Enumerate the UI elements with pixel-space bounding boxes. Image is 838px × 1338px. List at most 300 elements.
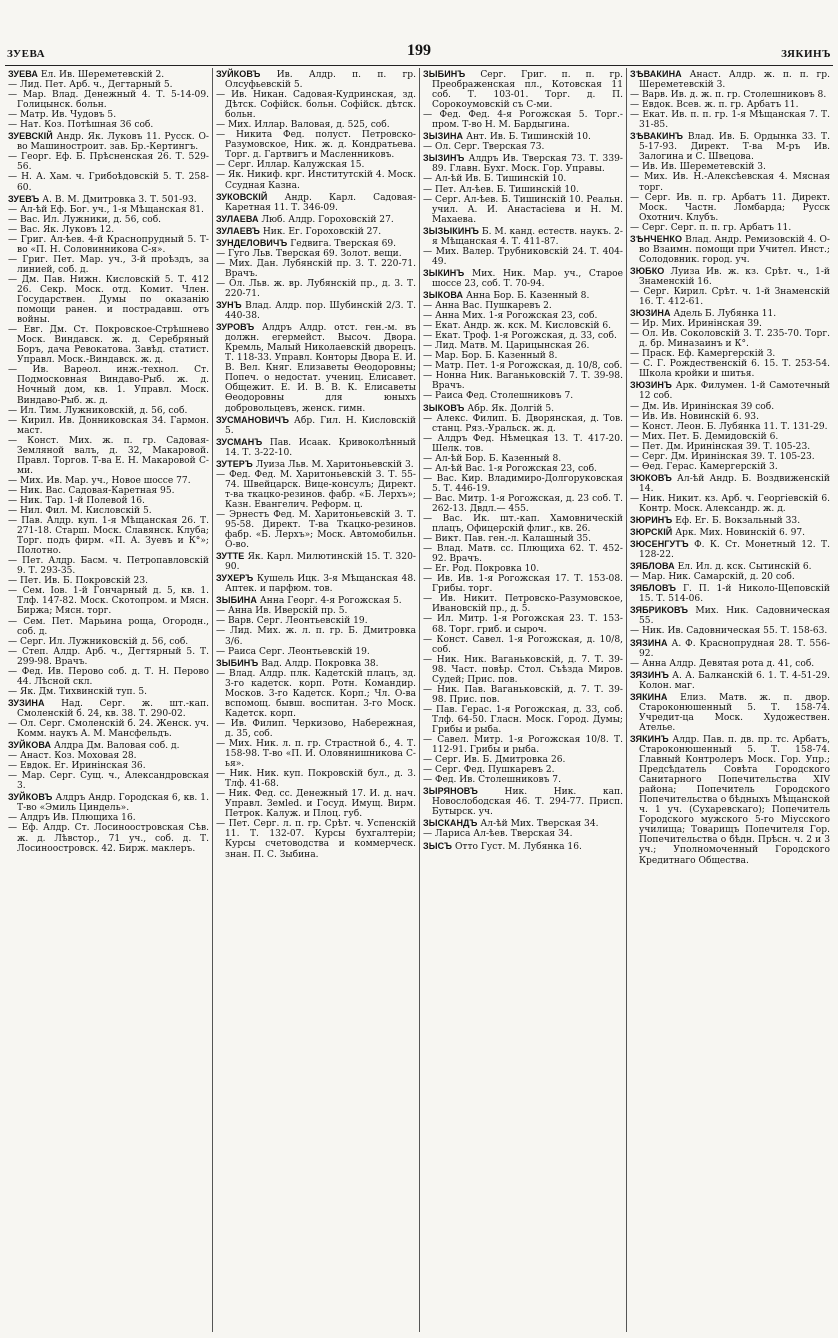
entry-text: Кушель Ицк. 3-я Мѣщанская 48. Аптек. и парфюм. тов.: [225, 574, 416, 595]
directory-subentry: [8, 110, 209, 120]
entry-text: Алдр. Пав. п. дв. пр. тс. Арбатъ, Староконюшенный 5. Т. 158-74. Главный Контролеръ Моск. Гор. Упр.; Предсѣдатель Совѣта Городского Санитарного Попечительства XIV района; Попечитель Городского Попечительства о бѣдныхъ Мѣщанской ч. 1 уч. (Сухаревскаго); Попечитель Городского мужского 5-го Міусского училища; Товарищъ Попечителя Гор. Попечительства о бѣдн. Прѣсн. ч. 2 и 3 уч.; Уполномоченный Городского Кредитнаго Общества.: [639, 734, 830, 866]
entry-text: — Никита Фед. полуст. Петровско-Разумовское, Ник. ж. д. Кондратьева. Торг. д. Гартвигъ и Масленниковъ.: [216, 130, 416, 161]
entry-text: — Фед. Фед. М. Харитоньевскій 3. Т. 55-74. Швейцарск. Вице-консулъ; Директ. т-ва ткацко-резинов. фабр. «Б. Лерхъ»; Казн. Евангелич. Реформ. ц.: [216, 469, 416, 510]
directory-subentry: [423, 765, 623, 775]
entry-surname: ЗУСМАНЪ: [216, 436, 263, 447]
directory-subentry: [216, 669, 416, 719]
directory-subentry: [630, 412, 830, 422]
entry-text: — Конст. Савел. 1-я Рогожская, д. 10/8, соб.: [423, 634, 623, 655]
entry-text: — Ал-ѣй Еф. Бог. уч., 1-я Мѣщанская 81.: [8, 204, 204, 215]
directory-subentry: [216, 819, 416, 859]
entry-text: Еф. Ег. Б. Вокзальный 33.: [675, 516, 801, 527]
directory-subentry: [423, 361, 623, 371]
entry-surname: ЗУЙКОВЪ: [8, 792, 53, 803]
entry-text: Ив. Алдр. п. п. гр. Олсуфьевскій 5.: [225, 70, 416, 91]
directory-subentry: [423, 434, 623, 454]
entry-text: — Раиса Фед. Столешниковъ 7.: [423, 391, 574, 402]
directory-subentry: [216, 170, 416, 190]
entry-text: — Мар. Влад. Денежный 4. Т. 5-14-09. Голицынск. больн.: [8, 90, 209, 111]
directory-subentry: [630, 659, 830, 669]
directory-entry: [216, 238, 416, 249]
directory-subentry: [8, 215, 209, 225]
directory-subentry: [423, 331, 623, 341]
directory-subentry: [423, 464, 623, 474]
directory-subentry: [8, 90, 209, 110]
directory-entry: [630, 131, 830, 162]
directory-subentry: [423, 247, 623, 267]
directory-entry: [8, 69, 209, 80]
entry-text: — Георг. Еф. Б. Прѣсненская 26. Т. 529-56.: [8, 152, 209, 173]
running-head: [5, 42, 833, 66]
entry-surname: ЗУСМАНОВИЧЪ: [216, 414, 289, 425]
directory-subentry: [8, 235, 209, 255]
directory-subentry: [423, 635, 623, 655]
entry-text: — Ил. Тим. Лужниковскій, д. 56, соб.: [8, 405, 188, 416]
directory-subentry: [630, 319, 830, 329]
entry-text: — Лид. Мих. ж. л. п. гр. Б. Дмитровка 3/6.: [216, 626, 416, 647]
entry-text: — Гуго Льв. Тверская 69. Золот. вещи.: [216, 248, 402, 259]
entry-text: Анна Бор. Б. Казенный 8.: [466, 290, 590, 301]
entry-text: — Сем. Іов. 1-й Гончарный д. 5, кв. 1. Тлф. 147-82. Моск. Скотопром. и Мясн. Биржа; Мясн. торг.: [8, 586, 209, 617]
directory-entry: [423, 818, 623, 829]
directory-subentry: [8, 813, 209, 823]
entry-text: — Алдръ Фед. Нѣмецкая 13. Т. 417-20. Шелк. тов.: [423, 433, 623, 454]
entry-surname: ЗѢНЧЕНКО: [630, 233, 683, 244]
directory-subentry: [423, 311, 623, 321]
entry-surname: ЗЫБИНЪ: [423, 69, 466, 79]
entry-text: Алдра Дм. Валовая соб. д.: [54, 741, 180, 752]
entry-text: — Мих. Иллар. Валовая, д. 525, соб.: [216, 120, 390, 131]
entry-text: — Вас. Ик. шт.-кап. Хамовническій плацъ, Офицерскій флиг., кв. 26.: [423, 514, 623, 535]
directory-entry: [423, 226, 623, 247]
directory-subentry: [423, 514, 623, 534]
directory-subentry: [216, 739, 416, 769]
entry-text: — Праск. Еф. Камергерскій 3.: [630, 349, 776, 360]
directory-subentry: [216, 470, 416, 510]
directory-subentry: [630, 193, 830, 223]
entry-text: — Серг. Фед. Пушкаревъ 2.: [423, 765, 555, 776]
entry-text: Ант. Ив. Б. Тишинскій 10.: [466, 132, 591, 143]
directory-subentry: [423, 301, 623, 311]
entry-text: — Дм. Ив. Иринінская 39 соб.: [630, 401, 775, 412]
directory-subentry: [216, 510, 416, 550]
directory-entry: [630, 583, 830, 604]
entry-text: — Мих. Ник. л. п. гр. Страстной б., 4. Т. 158-98. Т-во «П. И. Оловянишникова С-ья».: [216, 739, 416, 770]
entry-text: Люб. Алдр. Гороховскій 27.: [261, 214, 394, 225]
directory-entry: [630, 69, 830, 90]
directory-entry: [8, 792, 209, 813]
entry-text: — Мар. Ник. Самарскій, д. 20 соб.: [630, 572, 795, 583]
entry-text: — Лид. Пет. Арб. ч., Дегтарный 5.: [8, 80, 173, 91]
directory-subentry: [8, 637, 209, 647]
directory-subentry: [423, 174, 623, 184]
entry-text: — Викт. Пав. ген.-л. Калашный 35.: [423, 534, 592, 545]
directory-entry: [216, 573, 416, 594]
entry-text: — Нил. Фил. М. Кисловскій 5.: [8, 506, 152, 517]
entry-text: — С. Г. Рождественскій 6. 15. Т. 253-54. Школа кройки и шитья.: [630, 359, 830, 380]
entry-text: Над. Серг. ж. шт.-кап. Смоленскій б. 24, кв. 38. Т. 290-02.: [17, 698, 209, 719]
entry-surname: ЗЫСЪ: [423, 840, 453, 851]
directory-entry: [8, 740, 209, 751]
directory-subentry: [423, 195, 623, 225]
entry-text: Абр. Як. Долгій 5.: [467, 403, 555, 414]
entry-text: А. В. М. Дмитровка 3. Т. 501-93.: [42, 194, 197, 205]
directory-subentry: [423, 414, 623, 434]
entry-text: — Евдок. Ег. Иринінская 36.: [8, 761, 146, 772]
entry-text: — Як. Никиф. крг. Институтскій 4. Моск. Ссудная Казна.: [216, 170, 416, 191]
directory-subentry: [8, 647, 209, 667]
directory-subentry: [423, 775, 623, 785]
entry-surname: ЗЫКИНЪ: [423, 267, 465, 278]
entry-text: — Пет. Дм. Иринінская 39. Т. 105-23.: [630, 441, 811, 452]
directory-subentry: [216, 249, 416, 259]
entry-text: Луиза Ив. ж. кз. Срѣт. ч., 1-й Знаменскій 16.: [639, 266, 830, 287]
directory-subentry: [423, 829, 623, 839]
directory-subentry: [216, 647, 416, 657]
entry-text: — Ол. Серг. Тверская 73.: [423, 142, 545, 153]
entry-text: — Ив. Никит. Петровско-Разумовское, Ивановскій пр., д. 5.: [423, 594, 623, 615]
entry-text: Гедвига. Тверская 69.: [290, 238, 397, 249]
entry-text: Як. Карл. Милютинскій 15. Т. 320-90.: [225, 552, 416, 573]
entry-text: — Ник. Тар. 1-й Полевой 16.: [8, 495, 145, 506]
entry-text: — Дм. Пав. Нижн. Кисловскій 5. Т. 412 26. Секр. Моск. отд. Комит. Член. Государствен. Думы по оказанію помощи ранен. и пострадавш. отъ войны.: [8, 274, 209, 326]
entry-text: — Мар. Серг. Сущ. ч., Александровская 3.: [8, 771, 209, 792]
directory-entry: [216, 322, 416, 413]
entry-text: — Анна Мих. 1-я Рогожская 23, соб.: [423, 311, 598, 322]
entry-text: — Ег. Род. Покровка 10.: [423, 564, 540, 575]
directory-subentry: [8, 771, 209, 791]
directory-entry: [216, 300, 416, 321]
directory-subentry: [8, 687, 209, 697]
directory-subentry: [423, 594, 623, 614]
entry-text: Влад. Ив. Б. Ордынка 33. Т. 5-17-93. Директ. Т-ва М-ръ Ив. Залогина и С. Швецова.: [639, 132, 830, 163]
entry-text: — Вас. Кир. Владимиро-Долгоруковская 5. Т. 446-19.: [423, 473, 623, 494]
entry-surname: ЗУХЕРЪ: [216, 573, 254, 584]
entry-text: Елиз. Матв. ж. п. двор. Староконюшенный 5. Т. 158-74. Учредит-ца Моск. Художествен. Ателье.: [639, 692, 830, 733]
entry-surname: ЗУРОВЪ: [216, 322, 255, 333]
directory-subentry: [8, 365, 209, 405]
directory-entry: [423, 131, 623, 142]
entry-text: — Ал-ѣй Ив. Б. Тишинскій 10.: [423, 174, 567, 185]
directory-subentry: [423, 614, 623, 634]
entry-surname: ЗЮБКО: [630, 265, 665, 276]
entry-text: — Мих. Ив. Н.-Алексѣевская 4. Мясная торг.: [630, 172, 830, 193]
directory-subentry: [630, 402, 830, 412]
entry-text: — Серг. Ив. Б. Дмитровка 26.: [423, 755, 566, 766]
entry-surname: ЗѢВАКИНЪ: [630, 131, 684, 142]
directory-subentry: [8, 496, 209, 506]
entry-surname: ЗУЗИНА: [8, 697, 45, 708]
entry-text: — Ол. Льв. ж. вр. Лубянскій пр., д. 3. Т. 220-71.: [216, 278, 416, 299]
entry-surname: ЗУТТЕ: [216, 551, 245, 562]
entry-text: — Варв. Серг. Леонтьевскій 19.: [216, 616, 368, 627]
directory-entry: [423, 841, 623, 852]
entry-text: — Вас. Митр. 1-я Рогожская, д. 23 соб. Т. 262-13. Двдл.— 455.: [423, 493, 623, 514]
entry-text: — Григ. Ал-ѣев. 4-й Краснопрудный 5. Т-во «П. Н. Соловинникова С-я».: [8, 234, 209, 255]
entry-text: — Конст. Леон. Б. Лубянка 11. Т. 131-29.: [630, 421, 828, 432]
entry-surname: ЗЯКИНА: [630, 691, 668, 702]
directory-entry: [630, 692, 830, 733]
directory-subentry: [630, 422, 830, 432]
entry-text: — Матр. Ив. Чудовъ 5.: [8, 110, 117, 121]
directory-entry: [216, 415, 416, 436]
entry-text: Влад. Алдр. пор. Шубинскій 2/3. Т. 440-38.: [225, 301, 416, 322]
directory-subentry: [8, 516, 209, 556]
entry-surname: ЗЫКОВЪ: [423, 402, 465, 413]
entry-text: — Ник. Ник. куп. Покровскій бул., д. 3. Тлф. 41-68.: [216, 769, 416, 790]
entry-text: Г. П. 1-й Николо-Щеповскій 15. Т. 514-06.: [639, 584, 830, 605]
directory-subentry: [8, 80, 209, 90]
entry-text: — Серг. Иллар. Калужская 15.: [216, 160, 365, 171]
entry-surname: ЗУЕВЪ: [8, 193, 40, 204]
directory-subentry: [423, 391, 623, 401]
entry-text: — Ив. Варѳол. инж.-технол. Ст. Подмосковная Виндаво-Рыб. ж. д. Ночный дом, кв. 1. Управл. Моск. Виндаво-Рыб. ж. д.: [8, 365, 209, 406]
directory-subentry: [8, 255, 209, 275]
entry-surname: ЗЯЗИНА: [630, 637, 668, 648]
directory-subentry: [630, 100, 830, 110]
entry-surname: ЗУНДЕЛОВИЧЪ: [216, 237, 288, 248]
directory-subentry: [423, 321, 623, 331]
entry-surname: ЗЯБЛОВЪ: [630, 583, 677, 594]
directory-subentry: [423, 564, 623, 574]
entry-text: — Мих. Пет. Б. Демидовскій 6.: [630, 431, 779, 442]
directory-subentry: [216, 789, 416, 819]
entry-surname: ЗѢВАКИНА: [630, 69, 682, 79]
entry-text: — Ник. Никит. кз. Арб. ч. Георгіевскій 6. Контр. Моск. Александр. ж. д.: [630, 493, 830, 514]
directory-subentry: [216, 160, 416, 170]
directory-subentry: [8, 506, 209, 516]
page-number: 199: [407, 42, 431, 59]
entry-text: — Ник. Вас. Садовая-Каретная 95.: [8, 485, 175, 496]
column-1: [5, 68, 212, 1332]
directory-entry: [8, 194, 209, 205]
entry-text: — Нат. Коз. Потѣшная 36 соб.: [8, 120, 154, 131]
directory-entry: [216, 437, 416, 458]
entry-text: А. Ф. Краснопрудная 28. Т. 556-92.: [639, 638, 830, 659]
entry-text: Алдръ Алдр. отст. ген.-м. въ должн. егермейст. Высоч. Двора. Кремль, Малый Николаевскій дворецъ. Т. 118-33. Управл. Конторы Двора Е. И. В. Вел. Княг. Елизаветы Ѳеодоровны; Попеч. о недостат. учениц. Елисавет. Общежит. Е. И. В. В. К. Елисаветы Ѳеодоровны для юныхъ добровольцевъ, женск. гимн.: [225, 323, 416, 414]
entry-text: — Серг. Серг. п. п. гр. Арбатъ 11.: [630, 222, 792, 233]
directory-subentry: [630, 223, 830, 233]
directory-subentry: [630, 90, 830, 100]
directory-entry: [423, 268, 623, 289]
entry-text: — Алекс. Филип. Б. Дворянская, д. Тов. станц. Ряз.-Уральск. ж. д.: [423, 413, 623, 434]
directory-entry: [630, 734, 830, 866]
directory-entry: [630, 473, 830, 494]
entry-text: Ник. Ег. Гороховскій 27.: [262, 226, 382, 237]
entry-surname: ЗЫЗИНЪ: [423, 153, 465, 164]
entry-text: — Ив. Ив. 1-я Рогожская 17. Т. 153-08. Грибы. торг.: [423, 574, 623, 595]
directory-subentry: [8, 476, 209, 486]
directory-entry: [630, 234, 830, 265]
entry-text: Луиза Льв. М. Харитоньевскій 3.: [255, 459, 414, 470]
entry-text: — Григ. Пет. Мар. уч., 3-й проѣздъ, за линией, соб. д.: [8, 254, 209, 275]
entry-text: — Ир. Мих. Иринінская 39.: [630, 319, 762, 330]
entry-surname: ЗЯБЛОВА: [630, 561, 675, 572]
directory-subentry: [423, 474, 623, 494]
directory-subentry: [8, 761, 209, 771]
entry-text: — Як. Дм. Тихвинскій туп. 5.: [8, 686, 148, 697]
entry-text: — Н. А. Хам. ч. Грибоѣдовскій 5. Т. 258-60.: [8, 172, 209, 193]
entry-text: — Евдок. Всев. ж. п. гр. Арбатъ 11.: [630, 100, 799, 111]
column-3: [419, 68, 626, 1332]
entry-text: — Анна Вас. Пушкаревъ 2.: [423, 301, 552, 312]
entry-surname: ЗУЕВА: [8, 69, 38, 79]
entry-text: Андр. Карл. Садовая-Каретная 11. Т. 346-09.: [225, 192, 416, 213]
entry-text: — Сем. Пет. Марьина роща, Огородн., соб. д.: [8, 616, 209, 637]
entry-text: — Екат. Ив. п. п. гр. 1-я Мѣщанская 7. Т. 31-85.: [630, 110, 830, 131]
entry-text: Андр. Як. Луковъ 11. Русск. О-во Машиностроит. зав. Бр.-Кертингъ.: [17, 132, 209, 153]
entry-text: Отто Густ. М. Лубянка 16.: [454, 841, 582, 852]
entry-surname: ЗЮСЕНГУТЪ: [630, 539, 689, 550]
directory-entry: [216, 551, 416, 572]
entry-text: Влад. Андр. Ремизовскій 4. О-во Взаимн. помощи при Учител. Инст.; Солодовник. город. уч.: [639, 234, 830, 265]
directory-subentry: [630, 626, 830, 636]
directory-subentry: [8, 172, 209, 192]
directory-subentry: [630, 572, 830, 582]
directory-entry: [630, 515, 830, 526]
entry-text: — Ил. Митр. 1-я Рогожская 23. Т. 153-68. Торг. гриб. и сыроч.: [423, 614, 623, 635]
entry-text: — Пет. Ив. Б. Покровскій 23.: [8, 576, 149, 587]
entry-text: — Вас. Ил. Лужники, д. 56, соб.: [8, 214, 162, 225]
directory-entry: [630, 539, 830, 560]
entry-text: Анаст. Алдр. ж. п. п. гр. Шереметевскій 3.: [639, 70, 830, 91]
entry-surname: ЗУЛАЕВЪ: [216, 225, 260, 236]
directory-subentry: [8, 225, 209, 235]
entry-text: — Пав. Герас. 1-я Рогожская, д. 33, соб. Тлф. 64-50. Гласн. Моск. Город. Думы; Грибы и рыба.: [423, 704, 623, 735]
entry-text: — Серг. Дм. Иринінская 39. Т. 105-23.: [630, 451, 815, 462]
entry-text: Мих. Ник. Садовническая 55.: [639, 606, 830, 627]
directory-subentry: [8, 556, 209, 576]
directory-subentry: [630, 110, 830, 130]
entry-text: — Ѳед. Герас. Камергерскій 3.: [630, 461, 778, 472]
entry-surname: ЗЮЗИНА: [630, 308, 671, 319]
entry-surname: ЗЮРСКІЙ: [630, 527, 673, 538]
entry-surname: ЗЯКИНЪ: [630, 733, 669, 744]
entry-text: — Анна Алдр. Девятая рота д. 41, соб.: [630, 658, 815, 669]
entry-text: Арк. Филумен. 1-й Самотечный 12 соб.: [639, 381, 830, 402]
directory-entry: [630, 605, 830, 626]
entry-text: Вад. Алдр. Покровка 38.: [261, 658, 379, 669]
entry-text: — Влад. Матв. сс. Плющиха 62. Т. 452-92. Врачъ.: [423, 544, 623, 565]
directory-entry: [216, 595, 416, 606]
entry-text: — Ол. Серг. Смоленскій б. 24. Женск. уч. Комм. наукъ А. М. Мансфельдъ.: [8, 719, 209, 740]
header-rule: [5, 65, 833, 66]
entry-text: — Влад. Алдр. плк. Кадетскій плацъ, зд. 3-го кадетск. корп. Ротн. Командир. Москов. 3-го Кадетск. Корп.; Чл. О-ва вспомощ. бывш. воспитан. 3-го Моск. Кадетск. корп.: [216, 668, 416, 719]
entry-text: — Фед. Фед. 4-я Рогожская 5. Торг.-пром. Т-во Н. М. Бардыгина.: [423, 110, 623, 131]
entry-text: Алдръ Ив. Тверская 73. Т. 339-89. Главн. Бухг. Моск. Гор. Управы.: [432, 154, 623, 175]
entry-text: — Ив. Ив. Новинскій 6. 93.: [630, 411, 759, 422]
directory-subentry: [216, 130, 416, 160]
directory-entry: [630, 266, 830, 287]
entry-surname: ЗЫЗЫКИНЪ: [423, 225, 479, 236]
directory-subentry: [423, 574, 623, 594]
directory-entry: [216, 192, 416, 213]
directory-subentry: [423, 735, 623, 755]
directory-subentry: [216, 719, 416, 739]
entry-text: — Ол. Ив. Соколовскій 3. Т. 235-70. Торг. д. бр. Миназаинъ и К°.: [630, 329, 830, 350]
entry-text: Арк. Мих. Новинскій 6. 97.: [675, 528, 806, 539]
entry-text: — Ив. Филип. Черкизово, Набережная, д. 35, соб.: [216, 718, 416, 739]
directory-subentry: [8, 416, 209, 436]
directory-entry: [630, 527, 830, 538]
directory-entry: [8, 131, 209, 152]
entry-text: — Алдръ Ив. Плющиха 16.: [8, 813, 136, 824]
entry-text: — Конст. Мих. ж. п. гр. Садовая-Земляной валъ, д. 32, Макаровой. Правл. Торгов. Т-ва Е. Н. Макаровой С-ми.: [8, 435, 209, 476]
directory-entry: [216, 214, 416, 225]
directory-subentry: [630, 452, 830, 462]
directory-subentry: [630, 442, 830, 452]
entry-text: — Серг. Ал-ѣев. Б. Тишинскій 10. Реальн. учил. А. И. Анастасіева и Н. М. Махаева.: [423, 194, 623, 225]
entry-surname: ЗЯБРИКОВЪ: [630, 605, 689, 616]
entry-text: — Ив. Никан. Садовая-Кудринская, зд. Дѣтск. Софійск. больн. Софійск. дѣтск. больн.: [216, 90, 416, 121]
directory-subentry: [8, 325, 209, 365]
entry-text: — Лид. Матв. М. Царицынская 26.: [423, 341, 590, 352]
directory-subentry: [423, 655, 623, 685]
entry-text: — Кирил. Ив. Донниковская 34. Гармон. маст.: [8, 415, 209, 436]
entry-text: — Нонна Ник. Ваганьковскій 7. Т. 39-98. Врачъ.: [423, 371, 623, 392]
entry-text: — Фед. Ив. Столешниковъ 7.: [423, 775, 561, 786]
directory-subentry: [8, 586, 209, 616]
directory-subentry: [630, 162, 830, 172]
entry-text: Ал-ѣй Андр. Б. Воздвиженскій 14.: [639, 473, 830, 494]
entry-text: А. А. Балканскій 6. 1. Т. 4-51-29. Колон. маг.: [639, 670, 830, 691]
entry-text: — Еф. Алдр. Ст. Лосиноостровская Сѣв. ж. д. Лѣвстор., 71 уч., соб. д. Т. Лосиноостровск. 42. Бирж. маклеръ.: [8, 823, 209, 854]
directory-subentry: [216, 90, 416, 120]
entry-text: Ал-ѣй Мих. Тверская 34.: [480, 819, 599, 830]
entry-text: — Лариса Ал-ѣев. Тверская 34.: [423, 829, 573, 840]
entry-text: — Серг. Кирил. Срѣт. ч. 1-й Знаменскій 16. Т. 412-61.: [630, 286, 830, 308]
entry-text: — Ал-ѣй Вас. 1-я Рогожская 23, соб.: [423, 463, 597, 474]
directory-subentry: [423, 110, 623, 130]
entry-text: Адель Б. Лубянка 11.: [673, 309, 777, 320]
directory-subentry: [630, 329, 830, 349]
entry-text: — Евг. Дм. Ст. Покровское-Стрѣшнево Моск. Виндавск. ж. д. Серебряный Боръ, дача Ревокатова. Завѣд. статист. Управл. Моск.-Виндавск. ж. д.: [8, 325, 209, 366]
entry-text: — Мих. Ив. Мар. уч., Новое шоссе 77.: [8, 475, 191, 486]
entry-text: — Анаст. Коз. Моховая 28.: [8, 751, 137, 762]
entry-text: — Анна Ив. Иверскій пр. 5.: [216, 606, 348, 617]
directory-columns: [5, 68, 833, 1332]
directory-subentry: [630, 494, 830, 514]
directory-entry: [423, 786, 623, 817]
directory-entry: [216, 69, 416, 90]
directory-subentry: [630, 287, 830, 307]
entry-surname: ЗЫЗИНА: [423, 131, 464, 142]
entry-surname: ЗЫБИНЪ: [216, 657, 259, 668]
directory-subentry: [630, 359, 830, 379]
entry-text: — Ник. Ник. Ваганьковскій, д. 7. Т. 39-98. Част. повѣр. Стол. Съѣзда Миров. Судей; Прис. пов.: [423, 654, 623, 685]
directory-subentry: [630, 432, 830, 442]
directory-subentry: [630, 172, 830, 192]
directory-subentry: [8, 406, 209, 416]
entry-text: Пав. Исаак. Кривоколѣнный 14. Т. 3-22-10.: [225, 437, 416, 458]
directory-entry: [630, 308, 830, 319]
entry-text: — Екат. Троф. 1-я Рогожская, д. 33, соб.: [423, 331, 617, 342]
directory-entry: [630, 638, 830, 659]
directory-subentry: [423, 371, 623, 391]
entry-text: Ел. Ил. д. кск. Сытинскій 6.: [677, 562, 812, 573]
directory-subentry: [8, 152, 209, 172]
directory-subentry: [216, 616, 416, 626]
directory-entry: [423, 403, 623, 414]
directory-subentry: [423, 544, 623, 564]
entry-surname: ЗЫСКАНДЪ: [423, 818, 478, 829]
entry-text: — Екат. Андр. ж. кск. М. Кисловскій 6.: [423, 321, 612, 332]
directory-subentry: [423, 341, 623, 351]
entry-surname: ЗЮЗИНЪ: [630, 380, 672, 391]
entry-surname: ЗУЙКОВЪ: [216, 69, 261, 79]
directory-subentry: [423, 494, 623, 514]
directory-entry: [216, 459, 416, 470]
